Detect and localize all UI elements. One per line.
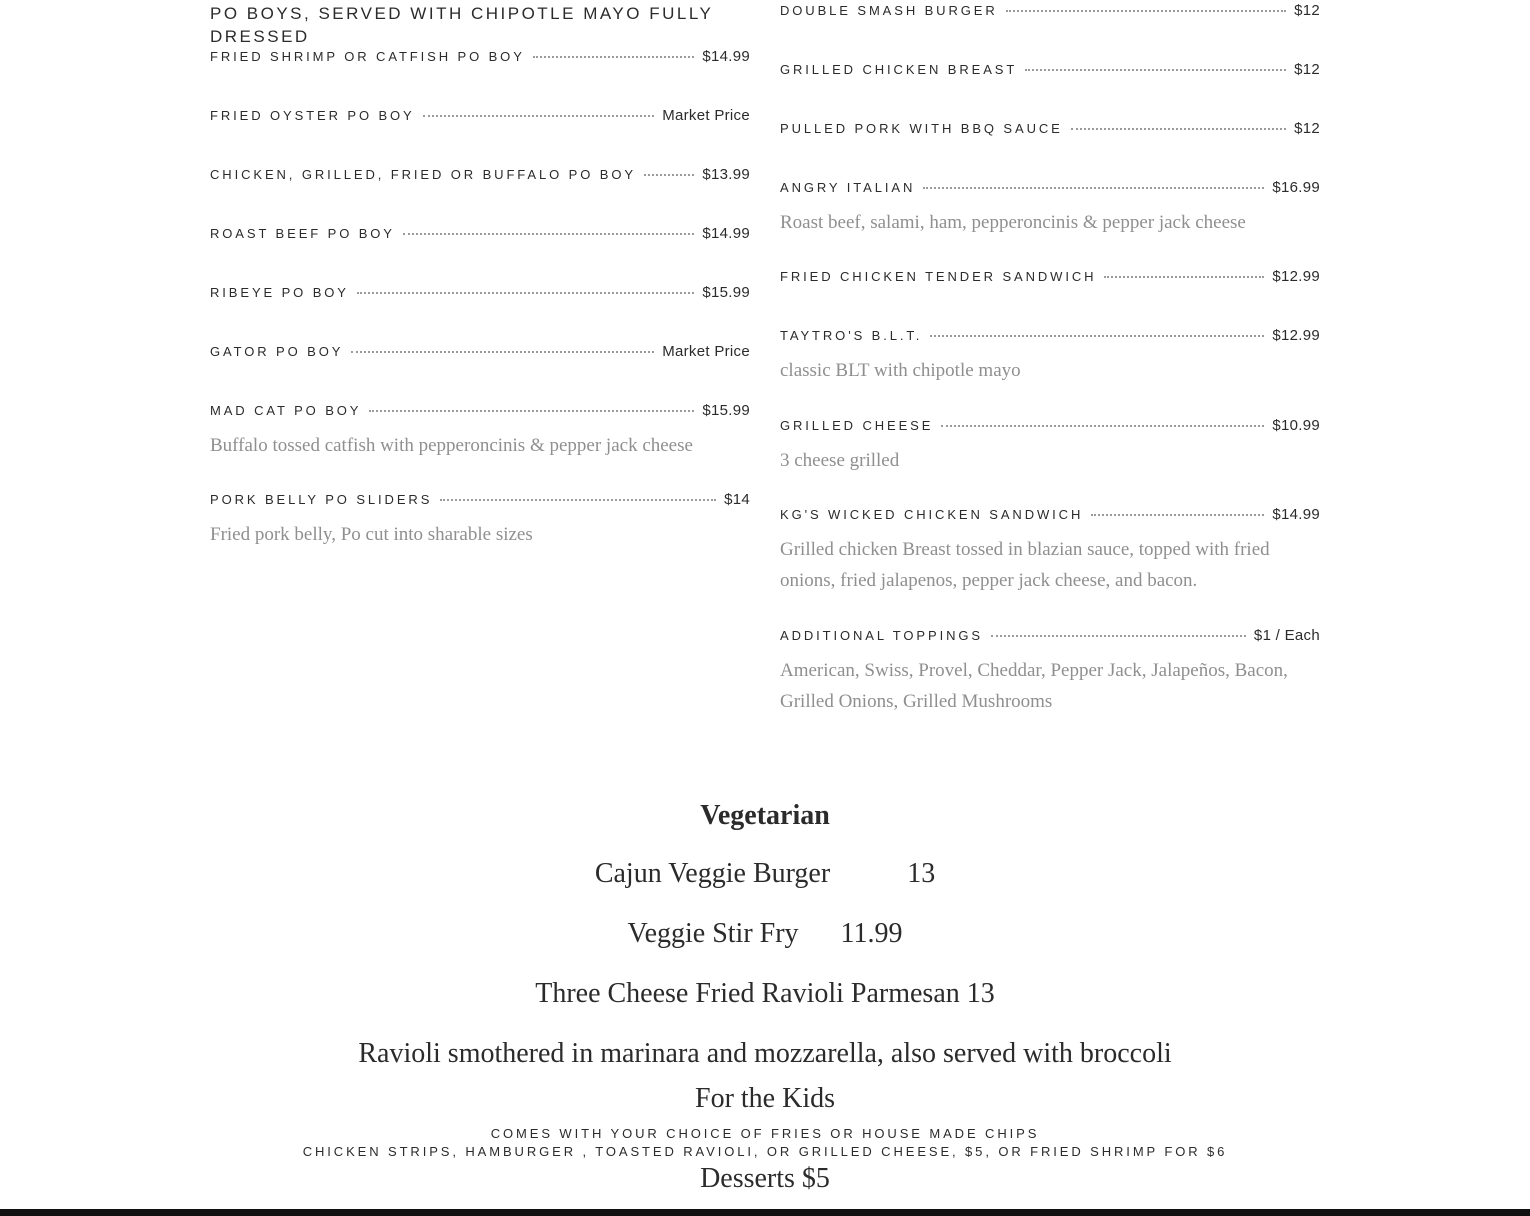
veg-item: Veggie Stir Fry 11.99 xyxy=(627,918,903,949)
item-price: $1 / Each xyxy=(1253,627,1320,644)
menu-item xyxy=(210,284,750,304)
dot-leader xyxy=(369,410,694,412)
item-price: $14 xyxy=(724,491,750,508)
dot-leader xyxy=(1025,69,1286,71)
item-price: $15.99 xyxy=(702,284,750,301)
dot-leader xyxy=(930,335,1264,337)
item-price: $12 xyxy=(1294,61,1320,78)
item-name: GRILLED CHICKEN BREAST xyxy=(780,62,1018,77)
item-name: ADDITIONAL TOPPINGS xyxy=(780,628,983,643)
item-price: Market Price xyxy=(662,107,750,124)
item-name: ROAST BEEF PO BOY xyxy=(210,226,395,241)
menu-item xyxy=(780,506,1320,596)
menu-item xyxy=(210,166,750,186)
item-name: GATOR PO BOY xyxy=(210,344,344,359)
item-price: $14.99 xyxy=(702,48,750,65)
item-name: TAYTRO'S B.L.T. xyxy=(780,328,923,343)
veg-item: Cajun Veggie Burger 13 xyxy=(594,858,936,889)
item-price: $14.99 xyxy=(702,225,750,242)
menu-item xyxy=(210,48,750,68)
menu-item xyxy=(780,61,1320,81)
kids-heading: For the Kids xyxy=(695,1083,835,1114)
item-name: ANGRY ITALIAN xyxy=(780,180,916,195)
menu-item xyxy=(210,491,750,550)
dot-leader xyxy=(1006,10,1286,12)
item-price: $15.99 xyxy=(702,402,750,419)
item-name: CHICKEN, GRILLED, FRIED OR BUFFALO PO BOY xyxy=(210,167,636,182)
po-boys-heading: PO BOYS, SERVED WITH CHIPOTLE MAYO FULLY DRESSED xyxy=(210,4,714,46)
item-price: $13.99 xyxy=(702,166,750,183)
menu-item xyxy=(780,268,1320,288)
item-description: 3 cheese grilled xyxy=(780,450,900,471)
item-name: FRIED CHICKEN TENDER SANDWICH xyxy=(780,269,1097,284)
menu-item xyxy=(210,107,750,127)
item-price: $12.99 xyxy=(1272,268,1320,285)
item-price: $10.99 xyxy=(1272,417,1320,434)
item-price: $14.99 xyxy=(1272,506,1320,523)
item-price: $12 xyxy=(1294,2,1320,19)
menu-item xyxy=(210,225,750,245)
bottom-border xyxy=(0,1209,1530,1216)
item-name: RIBEYE PO BOY xyxy=(210,285,349,300)
veg-item: Three Cheese Fried Ravioli Parmesan 13 xyxy=(535,978,995,1009)
item-description: Buffalo tossed catfish with pepperoncinis & pepper jack cheese xyxy=(210,435,693,456)
dot-leader xyxy=(1091,514,1264,516)
dot-leader xyxy=(923,187,1264,189)
dot-leader xyxy=(1104,276,1264,278)
kids-sides-note: COMES WITH YOUR CHOICE OF FRIES OR HOUSE MADE CHIPS xyxy=(490,1126,1040,1141)
item-price: Market Price xyxy=(662,343,750,360)
dot-leader xyxy=(1071,128,1286,130)
item-description: Grilled chicken Breast tossed in blazian sauce, topped with fried onions, fried jalapenos, pepper jack cheese, and bacon. xyxy=(780,539,1270,591)
kids-items-note: CHICKEN STRIPS, HAMBURGER , TOASTED RAVIOLI, OR GRILLED CHEESE, $5, OR FRIED SHRIMP FOR $6 xyxy=(302,1144,1228,1159)
dot-leader xyxy=(351,351,654,353)
item-name: MAD CAT PO BOY xyxy=(210,403,362,418)
menu-item xyxy=(780,120,1320,140)
dot-leader xyxy=(991,635,1246,637)
menu-item xyxy=(780,327,1320,386)
item-name: FRIED SHRIMP OR CATFISH PO BOY xyxy=(210,49,525,64)
item-price: $12 xyxy=(1294,120,1320,137)
dot-leader xyxy=(423,115,655,117)
dot-leader xyxy=(644,174,694,176)
menu-item xyxy=(780,179,1320,238)
item-price: $12.99 xyxy=(1272,327,1320,344)
dot-leader xyxy=(533,56,695,58)
dot-leader xyxy=(403,233,694,235)
item-description: Fried pork belly, Po cut into sharable sizes xyxy=(210,524,533,545)
item-name: GRILLED CHEESE xyxy=(780,418,934,433)
item-name: DOUBLE SMASH BURGER xyxy=(780,3,998,18)
item-description: American, Swiss, Provel, Cheddar, Pepper Jack, Jalapeños, Bacon, Grilled Onions, Grilled Mushrooms xyxy=(780,660,1288,712)
veg-item-description: Ravioli smothered in marinara and mozzarella, also served with broccoli xyxy=(358,1038,1172,1069)
menu-item xyxy=(780,627,1320,717)
dot-leader xyxy=(440,499,716,501)
item-name: PULLED PORK WITH BBQ SAUCE xyxy=(780,121,1063,136)
item-description: Roast beef, salami, ham, pepperoncinis & pepper jack cheese xyxy=(780,212,1246,233)
menu-item xyxy=(210,402,750,461)
item-price: $16.99 xyxy=(1272,179,1320,196)
desserts-heading: Desserts $5 xyxy=(700,1163,830,1194)
vegetarian-heading: Vegetarian xyxy=(700,800,830,831)
menu-item xyxy=(780,417,1320,476)
dot-leader xyxy=(941,425,1264,427)
item-name: FRIED OYSTER PO BOY xyxy=(210,108,415,123)
menu-item xyxy=(780,2,1320,22)
item-description: classic BLT with chipotle mayo xyxy=(780,360,1021,381)
menu-item xyxy=(210,343,750,363)
item-name: KG'S WICKED CHICKEN SANDWICH xyxy=(780,507,1084,522)
item-name: PORK BELLY PO SLIDERS xyxy=(210,492,433,507)
dot-leader xyxy=(357,292,694,294)
